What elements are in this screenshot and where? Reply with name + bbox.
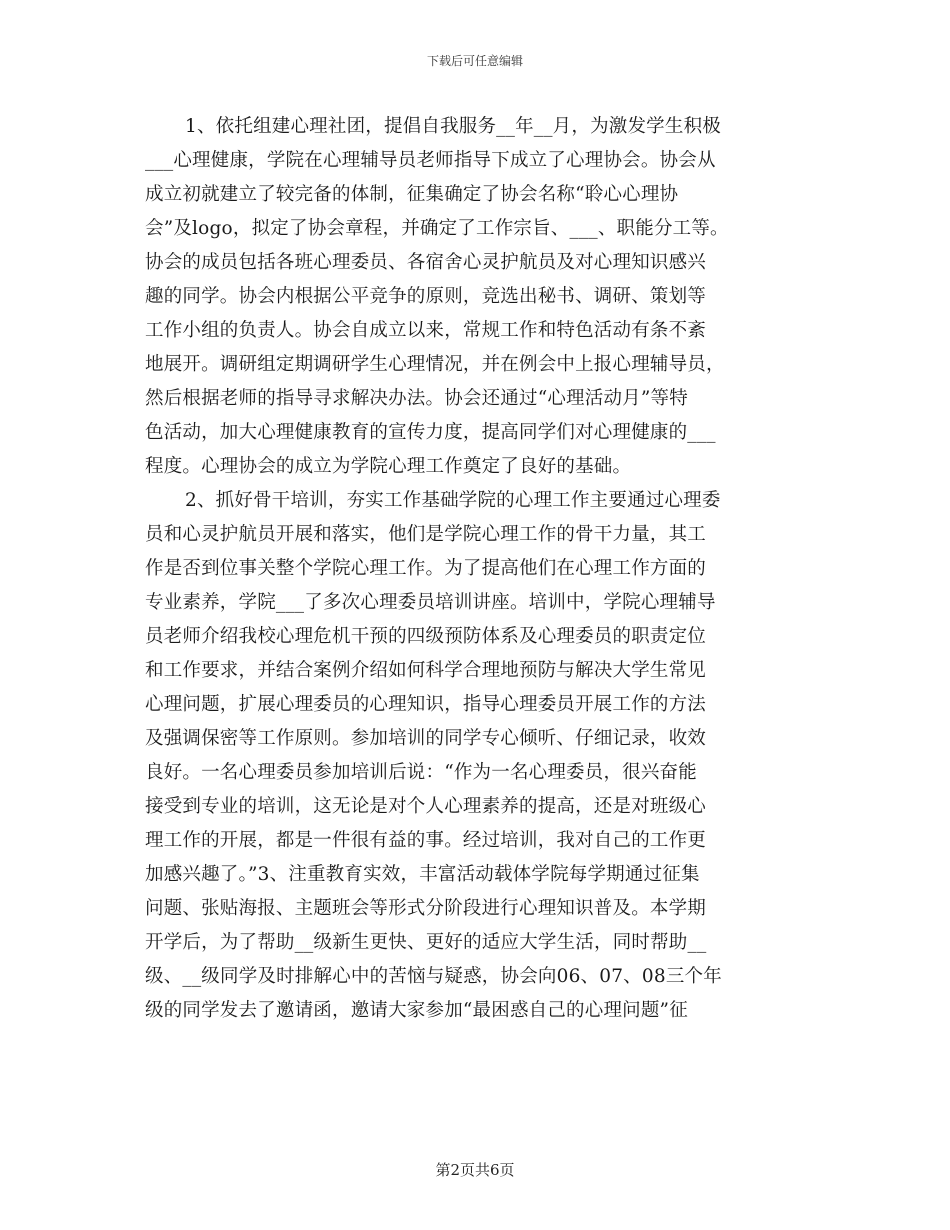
- text-line: 地展开。调研组定期调研学生心理情况，并在例会中上报心理辅导员，: [145, 354, 725, 375]
- text-line: 级、__级同学及时排解心中的苦恼与疑惑，协会向06、07、08三个年: [145, 966, 722, 987]
- text-line: 然后根据老师的指导寻求解决办法。协会还通过“心理活动月”等特: [145, 388, 688, 409]
- text-line: 问题、张贴海报、主题班会等形式分阶段进行心理知识普及。本学期: [145, 898, 707, 919]
- text-line: 级的同学发去了邀请函，邀请大家参加“最困惑自己的心理问题”征: [145, 1000, 688, 1021]
- text-line: 1、依托组建心理社团，提倡自我服务__年__月，为激发学生积极: [185, 116, 721, 137]
- text-line: 工作小组的负责人。协会自成立以来，常规工作和特色活动有条不紊: [145, 320, 707, 341]
- page-header-note: 下载后可任意编辑: [426, 54, 523, 68]
- text-line: 协会的成员包括各班心理委员、各宿舍心灵护航员及对心理知识感兴: [145, 252, 707, 273]
- text-line: 色活动，加大心理健康教育的宣传力度，提高同学们对心理健康的___: [145, 422, 716, 443]
- text-line: 会”及logo，拟定了协会章程，并确定了工作宗旨、___、职能分工等。: [145, 218, 729, 239]
- text-line: ___心理健康，学院在心理辅导员老师指导下成立了心理协会。协会从: [145, 150, 716, 171]
- page-number-footer: 第2页共6页: [435, 1161, 515, 1179]
- text-line: 成立初就建立了较完备的体制，征集确定了协会名称“聆心心理协: [145, 184, 679, 205]
- text-line: 及强调保密等工作原则。参加培训的同学专心倾听、仔细记录，收效: [145, 728, 707, 749]
- text-line: 心理问题，扩展心理委员的心理知识，指导心理委员开展工作的方法: [145, 694, 707, 715]
- text-line: 程度。心理协会的成立为学院心理工作奠定了良好的基础。: [145, 456, 632, 477]
- text-line: 作是否到位事关整个学院心理工作。为了提高他们在心理工作方面的: [145, 558, 707, 579]
- text-line: 理工作的开展，都是一件很有益的事。经过培训，我对自己的工作更: [145, 830, 707, 851]
- document-body: [145, 110, 810, 1028]
- text-line: 接受到专业的培训，这无论是对个人心理素养的提高，还是对班级心: [145, 796, 707, 817]
- text-line: 加感兴趣了。”3、注重教育实效，丰富活动载体学院每学期通过征集: [145, 864, 700, 885]
- text-line: 2、抓好骨干培训，夯实工作基础学院的心理工作主要通过心理委: [185, 490, 721, 511]
- text-line: 员老师介绍我校心理危机干预的四级预防体系及心理委员的职责定位: [145, 626, 707, 647]
- text-line: 趣的同学。协会内根据公平竞争的原则，竞选出秘书、调研、策划等: [145, 286, 707, 307]
- text-line: 员和心灵护航员开展和落实，他们是学院心理工作的骨干力量，其工: [145, 524, 707, 545]
- text-line: 和工作要求，并结合案例介绍如何科学合理地预防与解决大学生常见: [145, 660, 707, 681]
- text-line: 专业素养，学院___了多次心理委员培训讲座。培训中，学院心理辅导: [145, 592, 716, 613]
- text-line: 开学后，为了帮助__级新生更快、更好的适应大学生活，同时帮助__: [145, 932, 707, 953]
- text-line: 良好。一名心理委员参加培训后说：“作为一名心理委员，很兴奋能: [145, 762, 697, 783]
